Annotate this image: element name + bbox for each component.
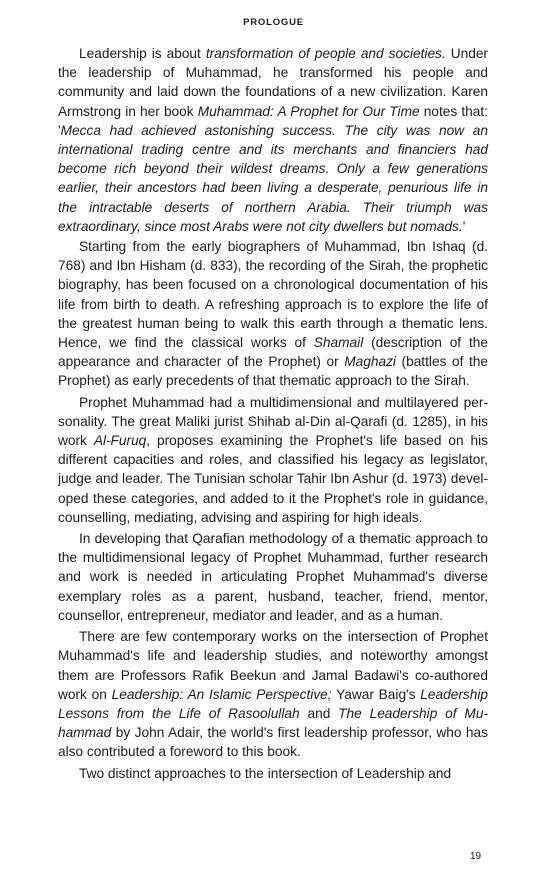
running-head: PROLOGUE [243, 17, 304, 28]
text-run: and [299, 705, 339, 721]
italic-text-run: Al-Furuq [93, 433, 147, 449]
text-run: Yawar Baig's [331, 686, 421, 702]
paragraph [58, 393, 488, 527]
body-text [58, 44, 488, 785]
paragraph [58, 529, 488, 625]
italic-text-run: Maghazi [344, 354, 396, 370]
text-run: by John Adair, the world's first leadership professor, who has also contributed a foreword to this book. [58, 725, 488, 760]
text-run: In developing that Qarafian methodology of a thematic approach to the multidimensional legacy of Prophet Muhammad, further research and work is needed in articulating Prophet Muhammad's diverse exemplary roles as a parent, husband, teacher, friend, mentor, counsellor, entrepreneur, mediator and leader, and as a human. [58, 531, 488, 623]
text-run: Two distinct approaches to the intersection of Leadership and [79, 765, 452, 781]
text-run: Under the leadership of Muhammad, he transformed his people and community and laid down the foundations of a new civilization. Karen Armstrong in her book [58, 46, 488, 119]
text-run: (description of the appearance and character of the Prophet) or [58, 335, 488, 370]
italic-text-run: The Leadership of Muhammad [58, 705, 488, 741]
paragraph [58, 44, 488, 236]
italic-text-run: Leadership Lessons from the Life of Rasoolullah [58, 686, 489, 721]
text-run: There are few contemporary works on the intersection of Prophet Muhammad's life and leadership studies, and noteworthy amongst them are Professors Rafik Beekun and Jamal Badawi's co-authored work on [58, 629, 488, 702]
text-run: ' [462, 218, 466, 234]
paragraph [58, 764, 488, 783]
italic-text-run: Muhammad: A Prophet for Our Time [197, 103, 420, 119]
italic-text-run: Leadership: An Islamic Perspective; [111, 686, 332, 702]
italic-text-run: transformation of people and societies. [205, 46, 446, 61]
paragraph [58, 237, 488, 391]
italic-text-run: Shamail [313, 335, 364, 351]
page-number: 19 [470, 851, 482, 862]
text-run: Prophet Muhammad had a multidimensional and multilayered personality. The great Maliki jurist Shihab al-Din al-Qarafi (d. 1285), in his work [58, 394, 488, 449]
text-run: , proposes examining the Prophet's life based on his different capacities and roles, and classified his legacy as legislator, judge and leader. The Tunisian scholar Tahir Ibn Ashur (d. 1973) developed these categories, and added to it the Prophet's role in guidance, counselling, mediating, advising and aspiring for high ideals. [58, 433, 489, 525]
text-run: Starting from the early biographers of Muhammad, Ibn Ishaq (d. 768) and Ibn Hisham (d. 833), the recording of the Sirah, the prophetic biography, has been focused on a chronological documentation of his life from birth to death. A refreshing approach is to explore the life of the greatest human being to walk this earth through a thematic lens. Hence, we find the classical works of [58, 239, 488, 351]
text-run: Leadership is about [79, 46, 206, 61]
text-run: notes that: ' [58, 103, 488, 138]
paragraph [58, 627, 488, 761]
text-run: (battles of the Prophet) as early precedents of that thematic approach to the Sirah. [58, 354, 488, 389]
italic-text-run: Mecca had achieved astonishing success. The city was now an international trading centre and its merchants and financiers had become rich beyond their wildest dreams. Only a few generations earlier, their ancestors had been living a desperate, penurious life in the intractable deserts of northern Arabia. Their triumph was extraordinary, since most Arabs were not city dwellers but nomads. [58, 122, 488, 234]
